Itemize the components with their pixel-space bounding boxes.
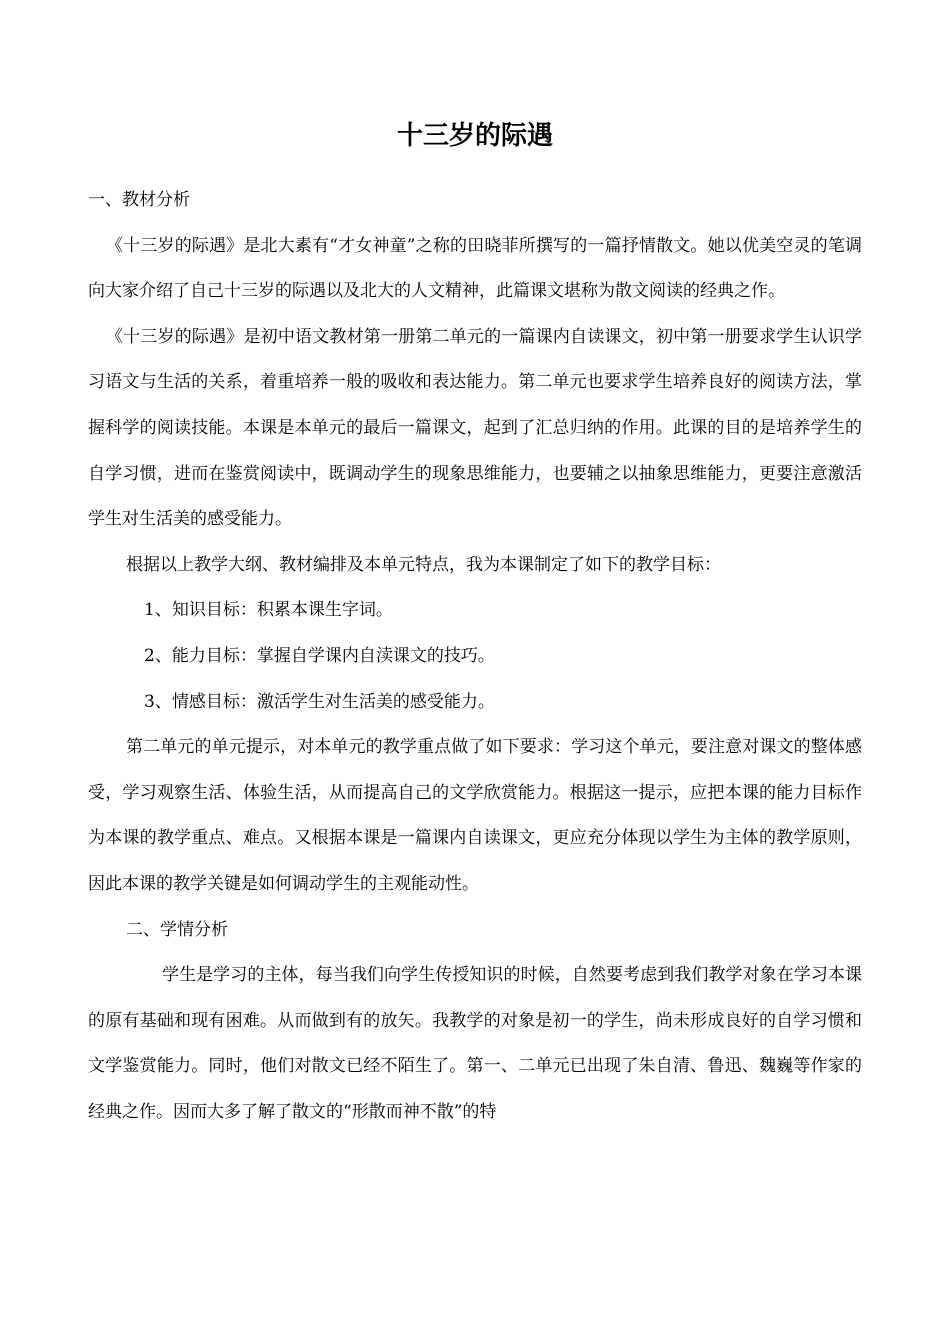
paragraph-textbook-position: 《十三岁的际遇》是初中语文教材第一册第二单元的一篇课内自读课文，初中第一册要求学生认识学习语文与生活的关系，着重培养一般的吸收和表达能力。第二单元也要求学生培养良好的阅读方法，掌握科学的阅读技能。本课是本单元的最后一篇课文，起到了汇总归纳的作用。此课的目的是培养学生的自学习惯，进而在鉴赏阅读中，既调动学生的现象思维能力，也要辅之以抽象思维能力，更要注意激活学生对生活美的感受能力。: [88, 326, 862, 530]
document-title: 十三岁的际遇: [396, 121, 553, 151]
section-heading-student-analysis: 二、学情分析: [126, 919, 228, 940]
paragraph-key-points: 第二单元的单元提示，对本单元的教学重点做了如下要求：学习这个单元，要注意对课文的整体感受，学习观察生活、体验生活，从而提高自己的文学欣赏能力。根据这一提示，应把本课的能力目标作为本课的教学重点、难点。又根据本课是一篇课内自读课文，更应充分体现以学生为主体的教学原则，因此本课的教学关键是如何调动学生的主观能动性。: [88, 737, 862, 894]
paragraph-intro: 《十三岁的际遇》是北大素有“才女神童”之称的田晓菲所撰写的一篇抒情散文。她以优美空灵的笔调向大家介绍了自己十三岁的际遇以及北大的人文精神，此篇课文堪称为散文阅读的经典之作。: [88, 235, 862, 302]
paragraph-goals-lead: 根据以上教学大纲、教材编排及本单元特点，我为本课制定了如下的教学目标：: [126, 554, 721, 575]
document-body: [88, 178, 862, 1135]
goal-item-ability: 2、能力目标：掌握自学课内自渎课文的技巧。: [144, 645, 495, 666]
section-heading-teaching-material: 一、教材分析: [88, 190, 190, 210]
goal-item-knowledge: 1、知识目标：积累本课生字词。: [144, 600, 393, 621]
goal-item-emotion: 3、情感目标：激活学生对生活美的感受能力。: [144, 691, 495, 712]
paragraph-student-analysis: 学生是学习的主体，每当我们向学生传授知识的时候，自然要考虑到我们教学对象在学习本课的原有基础和现有困难。从而做到有的放矢。我教学的对象是初一的学生，尚未形成良好的自学习惯和文学鉴赏能力。同时，他们对散文已经不陌生了。第一、二单元已出现了朱自清、鲁迅、魏巍等作家的经典之作。因而大多了解了散文的“形散而神不散”的特: [88, 965, 862, 1122]
